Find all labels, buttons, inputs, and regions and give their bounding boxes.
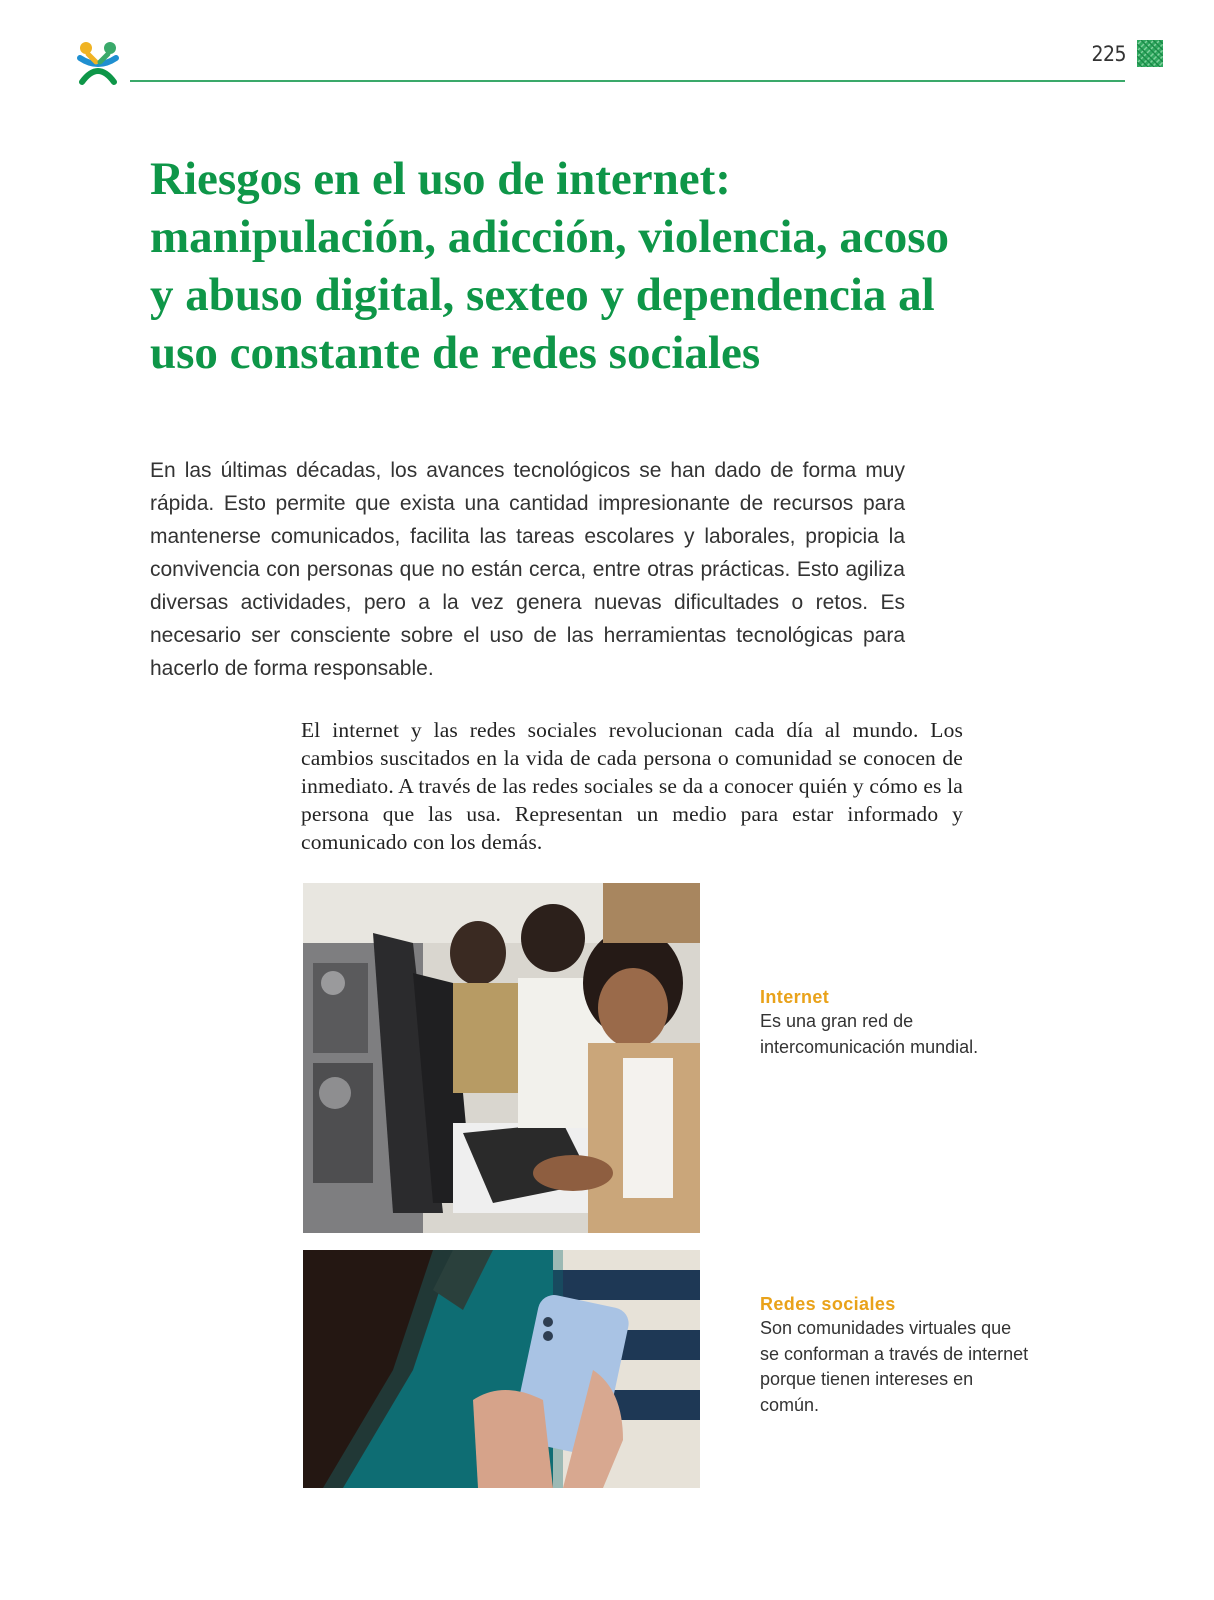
- glossary-entry-internet: [760, 985, 1035, 1060]
- students-computers-photo: [303, 883, 700, 1233]
- interlinked-figures-logo-icon: [74, 40, 122, 86]
- glossary-definition: Son comunidades virtuales que se conforman a través de internet porque tienen intereses en común.: [760, 1318, 1029, 1415]
- body-paragraph: El internet y las redes sociales revolucionan cada día al mundo. Los cambios suscitados en la vida de cada persona o comunidad se conocen de inmediato. A través de las redes sociales se da a conocer quién y cómo es la persona que las usa. Representan un medio para estar informado y comunicado con los demás.: [301, 718, 963, 854]
- glossary-entry-redes-sociales: [760, 1292, 1035, 1418]
- glossary-term: Internet: [760, 987, 830, 1007]
- header-rule: [130, 80, 1125, 82]
- glossary-term: Redes sociales: [760, 1294, 896, 1314]
- glossary-definition: Es una gran red de intercomunicación mundial.: [760, 1011, 979, 1057]
- intro-paragraph: En las últimas décadas, los avances tecnológicos se han dado de forma muy rápida. Esto permite que exista una cantidad impresionante de recursos para mantenerse comunicados, facilita las tareas escolares y laborales, propicia la convivencia con personas que no están cerca, entre otras prácticas. Esto agiliza diversas actividades, pero a la vez genera nuevas dificultades o retos. Es necesario ser consciente sobre el uso de las herramientas tecnológicas para hacerlo de forma responsable.: [150, 459, 905, 680]
- page-title: Riesgos en el uso de internet: manipulación, adicción, violencia, acoso y abuso digital, sexteo y dependencia al uso constante de redes sociales: [150, 153, 950, 379]
- page-number: 225: [1091, 42, 1126, 66]
- green-pattern-square-icon: [1137, 40, 1163, 67]
- phone-in-hands-photo: [303, 1250, 700, 1488]
